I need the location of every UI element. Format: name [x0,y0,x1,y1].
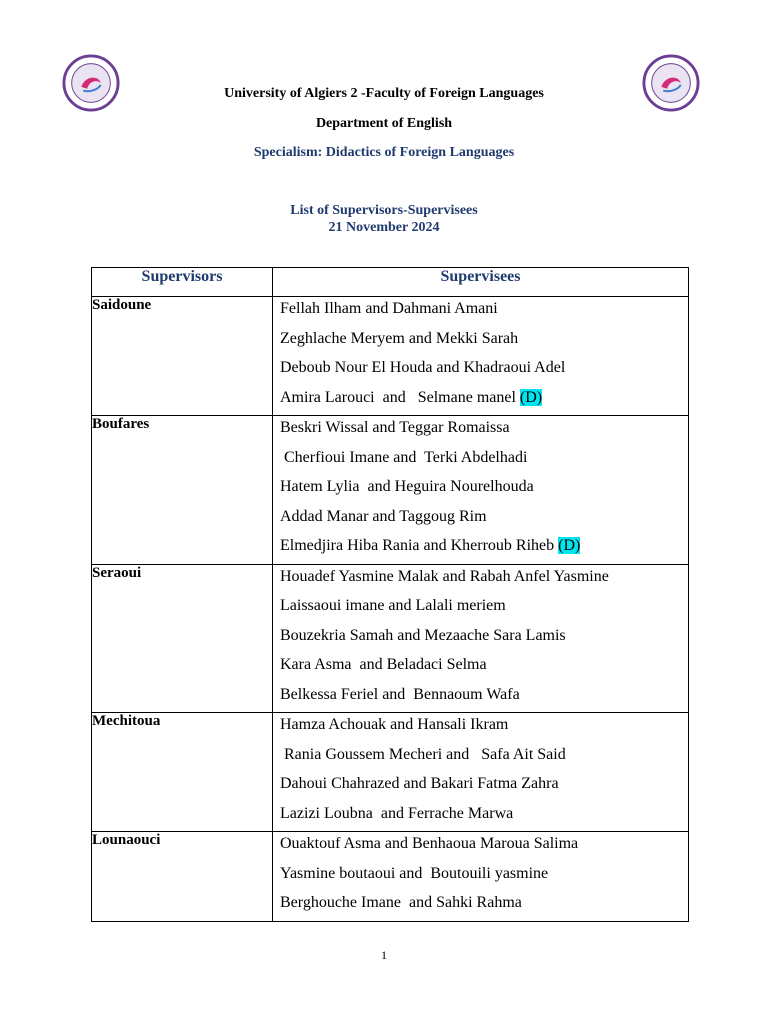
supervisee-names: Laissaoui imane and Lalali meriem [280,597,506,614]
supervisee-names: Elmedjira Hiba Rania and Kherroub Riheb [280,537,559,554]
supervisee-pair [273,832,688,862]
supervisee-pair [273,416,688,446]
supervisee-names: Kara Asma and Beladaci Selma [280,656,487,673]
supervisees-cell [273,713,689,832]
supervisee-names: Lazizi Loubna and Ferrache Marwa [280,804,514,822]
supervisee-names: Addad Manar and Taggoug Rim [280,507,487,525]
list-title: List of Supervisors-Supervisees [290,203,478,218]
page-number: 1 [381,948,387,962]
supervisee-pair [273,683,688,713]
supervisee-pair [273,534,688,564]
supervisee-names: Belkessa Feriel and Bennaoum Wafa [280,685,520,703]
supervisee-names: Houadef Yasmine Malak and Rabah Anfel Yasmine [280,567,609,585]
supervisee-names: Bouzekria Samah and Mezaache Sara Lamis [280,626,566,644]
supervisor-name: Lounaouci [92,832,273,922]
university-logo-right [642,54,700,112]
department-heading: Department of English [315,116,453,131]
highlight-mark: (D) [519,388,543,406]
supervisee-names: Fellah Ilham and Dahmani Amani [280,300,498,317]
supervisee-names: Berghouche Imane and Sahki Rahma [280,894,522,911]
supervisor-name: Saidoune [92,297,273,416]
supervisee-pair [273,446,688,476]
supervisee-names: Beskri Wissal and Teggar Romaissa [280,419,510,436]
supervisee-names: Deboub Nour El Houda and Khadraoui Adel [280,359,566,376]
column-header-supervisees: Supervisees [273,268,689,297]
university-seal-icon [642,54,700,112]
supervisee-names: Ouaktouf Asma and Benhaoua Maroua Salima [280,835,579,852]
university-heading: University of Algiers 2 -Faculty of Foreign Languages [224,86,544,101]
supervisees-cell [273,416,689,565]
university-logo-left [62,54,120,112]
supervisee-pair [273,772,688,802]
supervisee-pair [273,475,688,505]
specialism-heading: Specialism: Didactics of Foreign Languages [253,145,515,160]
supervisee-names: Amira Larouci and Selmane manel [280,388,520,406]
list-date: 21 November 2024 [328,220,440,235]
table-row [92,297,689,416]
table-row [92,416,689,565]
supervisees-cell [273,297,689,416]
supervisees-cell [273,832,689,922]
supervisee-pair [273,713,688,743]
supervisor-name: Boufares [92,416,273,565]
supervisee-pair [273,356,688,386]
supervisee-pair [273,297,688,327]
table-row [92,564,689,713]
university-seal-icon [62,54,120,112]
supervisee-names: Dahoui Chahrazed and Bakari Fatma Zahra [280,775,559,792]
supervisee-pair [273,891,688,921]
supervisee-pair [273,653,688,683]
supervisees-cell [273,564,689,713]
supervisee-names: Yasmine boutaoui and Boutouili yasmine [280,864,549,882]
supervisee-names: Zeghlache Meryem and Mekki Sarah [280,329,519,347]
supervisee-pair [273,862,688,892]
supervisee-pair [273,505,688,535]
supervisor-name: Seraoui [92,564,273,713]
supervisee-pair [273,565,688,595]
supervisee-names: Hatem Lylia and Heguira Nourelhouda [280,478,534,495]
supervisee-pair [273,802,688,832]
supervisor-name: Mechitoua [92,713,273,832]
supervisee-pair [273,594,688,624]
supervisee-pair [273,743,688,773]
highlight-mark: (D) [558,537,581,554]
table-row [92,713,689,832]
supervisee-names: Cherfioui Imane and Terki Abdelhadi [280,448,528,466]
supervisee-names: Hamza Achouak and Hansali Ikram [280,716,509,733]
supervisee-pair [273,624,688,654]
supervisee-pair [273,386,688,416]
table-row [92,832,689,922]
supervisee-pair [273,327,688,357]
table-header-row [92,268,689,297]
column-header-supervisors: Supervisors [92,268,273,297]
supervisors-table [91,267,689,922]
supervisee-names: Rania Goussem Mecheri and Safa Ait Said [280,745,566,763]
